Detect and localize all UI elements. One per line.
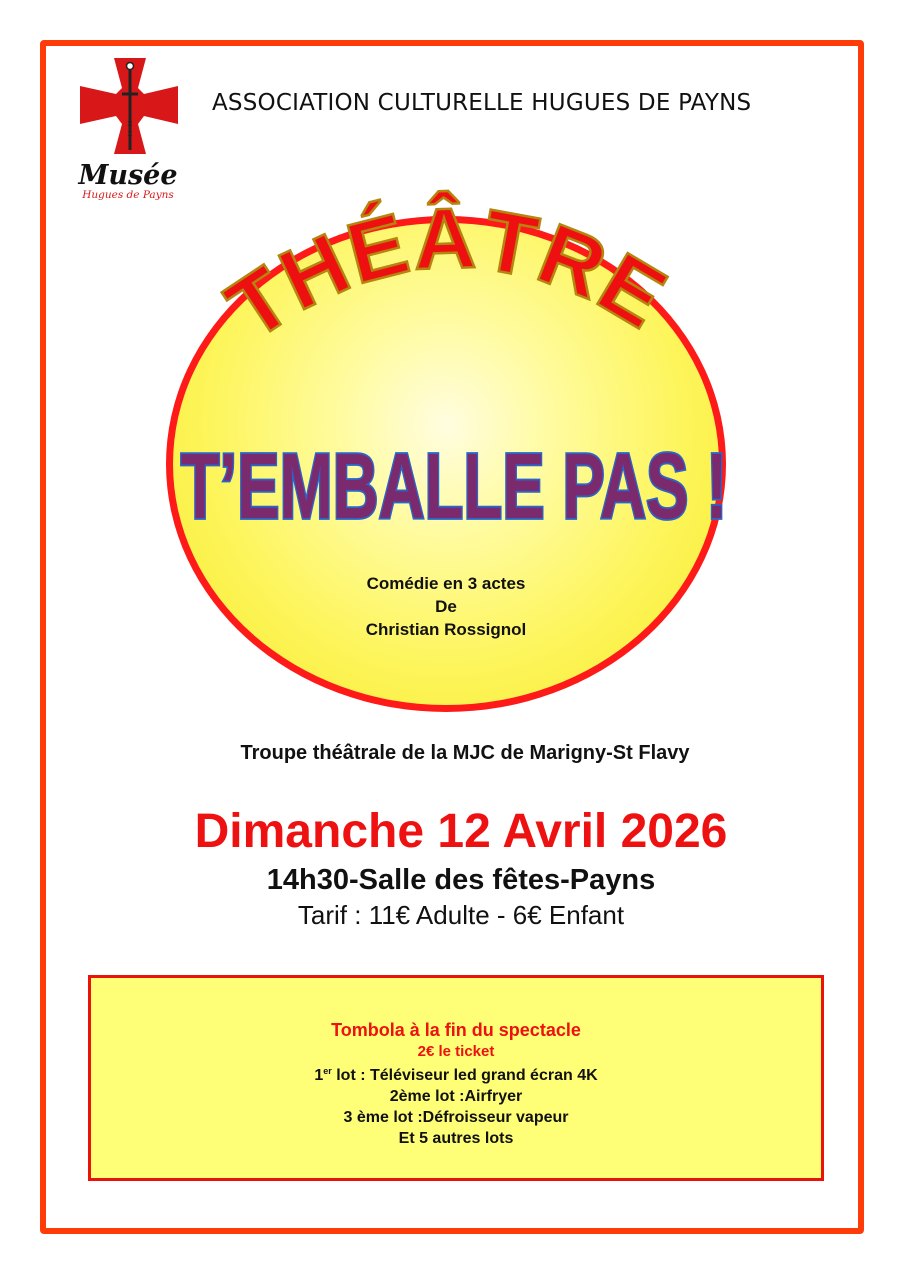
logo-word: Musée: [78, 160, 178, 191]
logo-subtitle: Hugues de Payns: [82, 189, 174, 201]
association-name: ASSOCIATION CULTURELLE HUGUES DE PAYNS: [212, 90, 752, 116]
play-by: De: [435, 597, 457, 616]
title-emballe-pas: T’EMBALLE PAS !: [180, 434, 728, 538]
tombola-lot-1: [91, 1061, 821, 1086]
tombola-ticket-price: 2€ le ticket: [417, 1043, 495, 1060]
title-theatre: THÉÂTRE: [210, 190, 683, 359]
troupe-name: Troupe théâtrale de la MJC de Marigny-St Flavy: [240, 742, 690, 764]
tombola-box: [88, 975, 824, 1181]
event-price: Tarif : 11€ Adulte - 6€ Enfant: [297, 900, 625, 930]
event-date: Dimanche 12 Avril 2026: [194, 805, 728, 858]
play-details: [296, 572, 596, 641]
tombola-heading: Tombola à la fin du spectacle: [331, 1020, 581, 1040]
tombola-other-lots: Et 5 autres lots: [398, 1130, 514, 1147]
play-genre: Comédie en 3 actes: [366, 574, 526, 593]
tombola-lot-3: 3 ème lot :Défroisseur vapeur: [343, 1109, 569, 1126]
svg-text:×: ×: [126, 119, 134, 128]
lot1-text: lot : Téléviseur led grand écran 4K: [331, 1067, 598, 1084]
play-author: Christian Rossignol: [365, 620, 527, 639]
lot1-superscript: er: [323, 1066, 332, 1076]
svg-text:×: ×: [126, 129, 134, 138]
event-place: 14h30-Salle des fêtes-Payns: [266, 864, 656, 896]
tombola-content: [91, 1018, 821, 1149]
tombola-lot-2: 2ème lot :Airfryer: [389, 1088, 523, 1105]
lot1-number: 1: [314, 1067, 324, 1084]
